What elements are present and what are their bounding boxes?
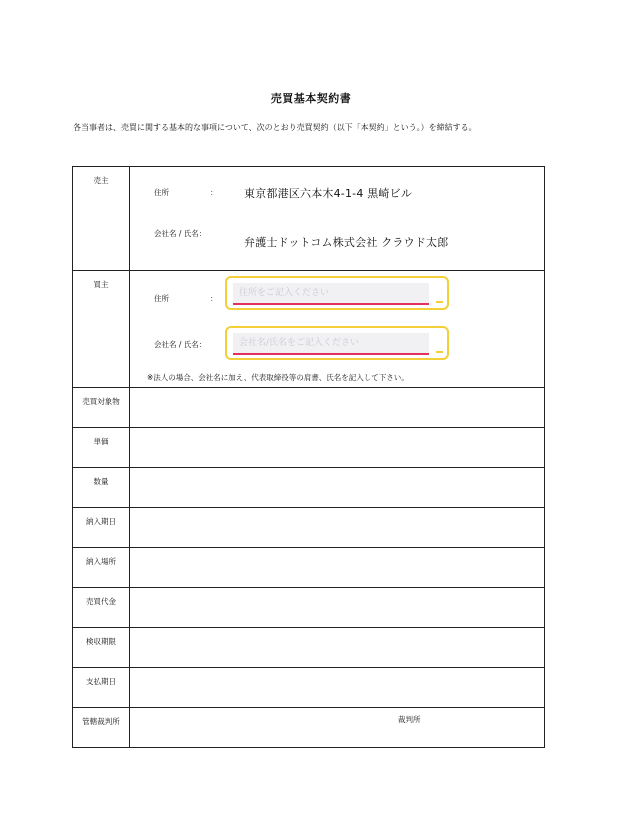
resize-handle-icon[interactable]: [436, 351, 443, 353]
contract-row-price: [73, 588, 545, 628]
contract-row-quantity: [73, 468, 545, 508]
contract-row-payment: [73, 668, 545, 708]
buyer-content: [130, 271, 545, 388]
court-suffix: 裁判所: [398, 715, 421, 724]
payment-value[interactable]: [130, 668, 545, 708]
seller-content: [130, 167, 545, 271]
price-value[interactable]: [130, 588, 545, 628]
contract-table: [72, 166, 545, 748]
payment-label: 支払期日: [73, 668, 130, 708]
seller-name-value: 弁護士ドットコム株式会社 クラウド太郎: [244, 236, 449, 249]
quantity-label: 数量: [73, 468, 130, 508]
seller-row: [73, 167, 545, 271]
buyer-address-input[interactable]: [233, 283, 429, 303]
seller-address-value: 東京都港区六本木4-1-4 黒崎ビル: [244, 187, 413, 200]
seller-address-colon: ：: [210, 188, 218, 197]
buyer-address-label: 住所: [154, 294, 169, 303]
resize-handle-icon[interactable]: [436, 301, 443, 303]
contract-row-inspection: [73, 628, 545, 668]
price-label: 売買代金: [73, 588, 130, 628]
inspection-value[interactable]: [130, 628, 545, 668]
intro-paragraph: 各当事者は、売買に関する基本的な事項について、次のとおり売買契約（以下「本契約」という。）を締結する。: [73, 123, 477, 132]
court-value[interactable]: [130, 708, 545, 748]
item-label: 売買対象物: [73, 388, 130, 428]
buyer-name-field-box: [225, 326, 449, 360]
quantity-value[interactable]: [130, 468, 545, 508]
buyer-label: 買主: [73, 271, 130, 388]
court-label: 管轄裁判所: [73, 708, 130, 748]
unit-price-value[interactable]: [130, 428, 545, 468]
buyer-name-input[interactable]: [233, 333, 429, 353]
delivery-place-value[interactable]: [130, 548, 545, 588]
delivery-date-value[interactable]: [130, 508, 545, 548]
buyer-address-field-box: [225, 276, 449, 310]
seller-name-label: 会社名 / 氏名：: [154, 229, 207, 238]
delivery-date-label: 納入期日: [73, 508, 130, 548]
contract-row-court: [73, 708, 545, 748]
document-title: 売買基本契約書: [270, 92, 352, 105]
contract-row-unit-price: [73, 428, 545, 468]
buyer-address-underline: [233, 303, 429, 305]
item-value[interactable]: [130, 388, 545, 428]
buyer-row: [73, 271, 545, 388]
buyer-name-label: 会社名 / 氏名：: [154, 340, 207, 349]
contract-row-item: [73, 388, 545, 428]
buyer-note: ※法人の場合、会社名に加え、代表取締役等の肩書、氏名を記入して下さい。: [147, 373, 409, 382]
contract-row-delivery-date: [73, 508, 545, 548]
seller-address-label: 住所: [154, 188, 169, 197]
contract-row-delivery-place: [73, 548, 545, 588]
delivery-place-label: 納入場所: [73, 548, 130, 588]
inspection-label: 検収期限: [73, 628, 130, 668]
buyer-address-colon: ：: [210, 294, 218, 303]
seller-label: 売主: [73, 167, 130, 271]
unit-price-label: 単価: [73, 428, 130, 468]
buyer-name-underline: [233, 353, 429, 355]
